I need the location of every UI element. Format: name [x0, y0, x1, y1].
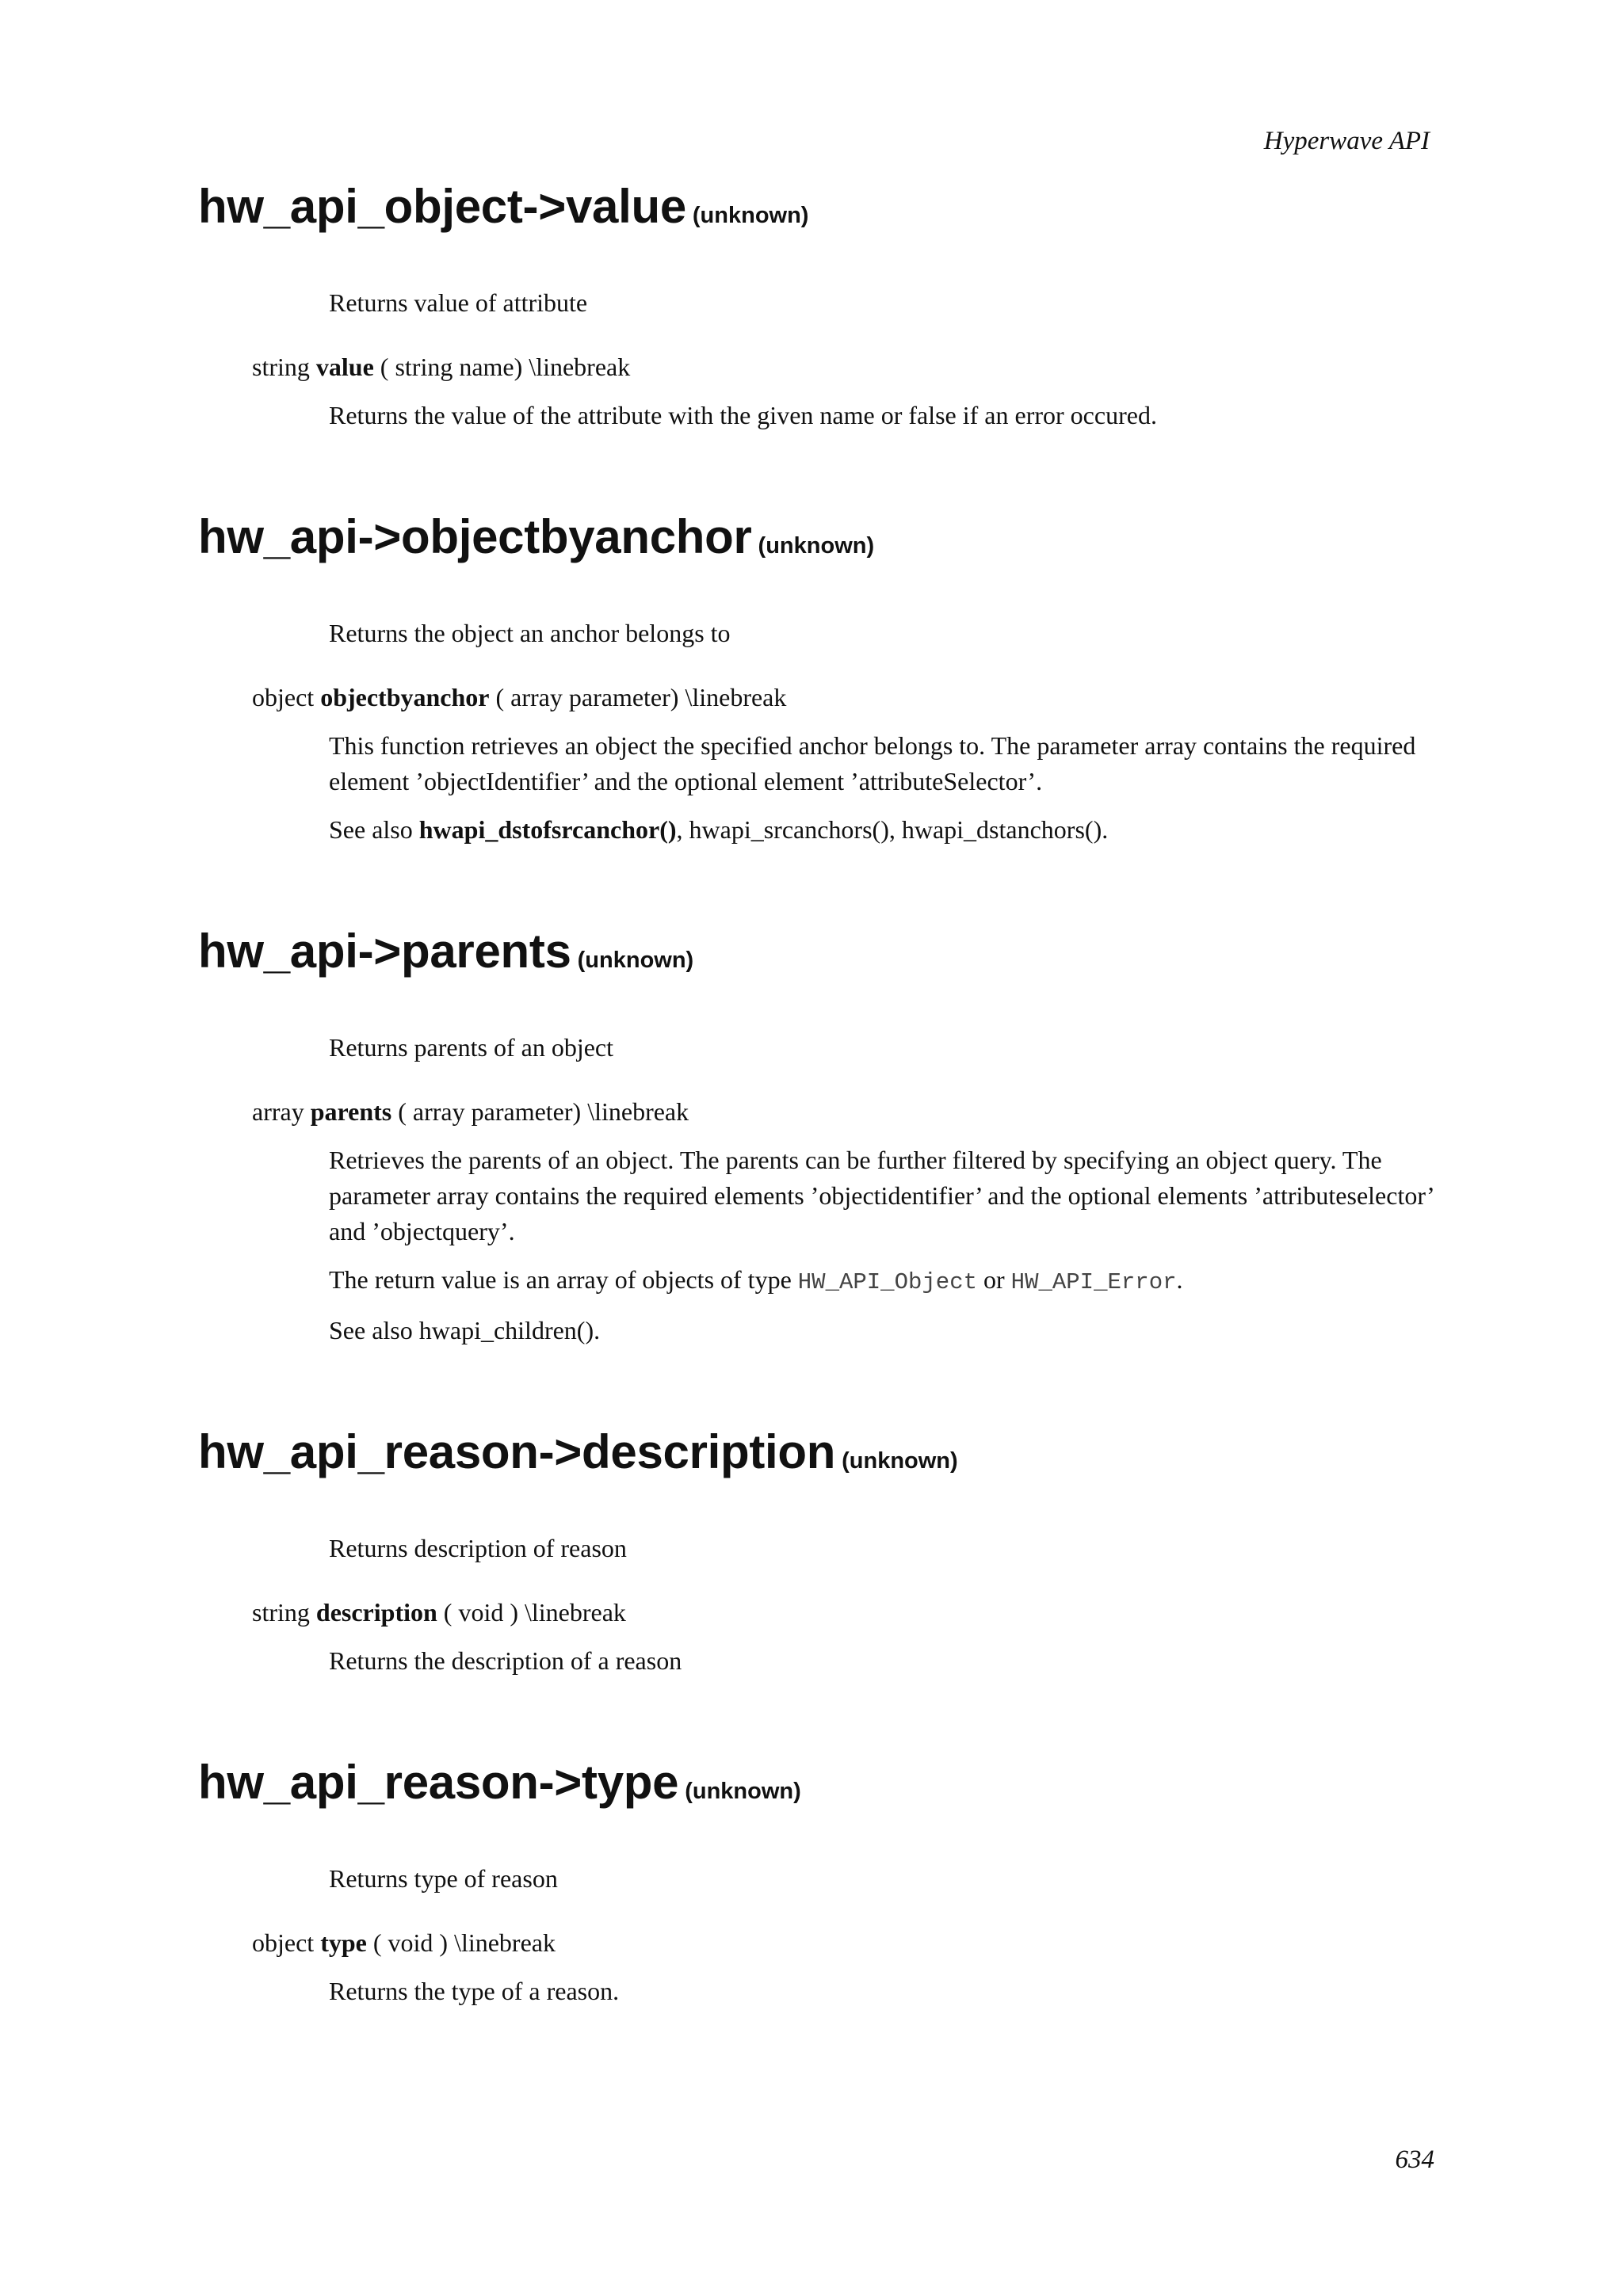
- function-purpose: Returns description of reason: [329, 1534, 627, 1562]
- function-version: (unknown): [685, 1779, 801, 1804]
- function-entry: [198, 1756, 1434, 2009]
- function-heading: [198, 925, 1434, 978]
- description-paragraph: Retrieves the parents of an object. The parents can be further filtered by specifying an object query. The parameter array contains the required elements ’objectidentifier’ and the optional elements ’attributeselector’ and ’objectquery’.: [329, 1146, 1434, 1245]
- function-name: hw_api_reason->type: [198, 1756, 679, 1809]
- signature-params: ( void ) \linebreak: [372, 1928, 556, 1957]
- function-name: hw_api->parents: [198, 925, 571, 978]
- function-entry: [198, 925, 1434, 1348]
- function-signature: [252, 1097, 1434, 1127]
- return-type: object: [252, 1928, 315, 1957]
- signature-function-name: description: [315, 1598, 437, 1627]
- signature-params: ( array parameter) \linebreak: [495, 683, 787, 711]
- function-signature: [252, 1928, 1434, 1958]
- type-code: HW_API_Error: [1010, 1269, 1177, 1295]
- signature-params: ( array parameter) \linebreak: [398, 1097, 689, 1126]
- return-type: object: [252, 683, 315, 711]
- signature-function-name: objectbyanchor: [320, 683, 490, 711]
- description-paragraph: Returns the type of a reason.: [329, 1977, 620, 2005]
- function-signature: [252, 353, 1434, 382]
- signature-function-name: parents: [310, 1097, 392, 1126]
- signature-function-name: value: [315, 353, 374, 381]
- return-type: string: [252, 353, 310, 381]
- page-number: 634: [1395, 2145, 1434, 2174]
- function-entry: [198, 1426, 1434, 1679]
- function-heading: [198, 1426, 1434, 1478]
- return-type: array: [252, 1097, 304, 1126]
- function-heading: [198, 181, 1434, 233]
- function-signature: [252, 683, 1434, 712]
- function-description: [329, 1142, 1434, 1348]
- function-name: hw_api->objectbyanchor: [198, 510, 752, 563]
- function-version: (unknown): [842, 1448, 958, 1474]
- function-description: [329, 728, 1434, 848]
- function-purpose: Returns parents of an object: [329, 1033, 613, 1062]
- description-paragraph: Returns the value of the attribute with the given name or false if an error occured.: [329, 401, 1157, 429]
- see-also: See also hwapi_children().: [329, 1316, 601, 1344]
- see-also-rest: , hwapi_srcanchors(), hwapi_dstanchors().: [676, 815, 1109, 844]
- function-description: [329, 1974, 1434, 2009]
- see-also-link[interactable]: hwapi_dstofsrcanchor(): [418, 815, 677, 844]
- type-code: HW_API_Object: [797, 1269, 978, 1295]
- description-paragraph: This function retrieves an object the specified anchor belongs to. The parameter array contains the required element ’objectIdentifier’ and the optional element ’attributeSelector’.: [329, 731, 1416, 795]
- return-type: string: [252, 1598, 310, 1627]
- function-description: [329, 1643, 1434, 1679]
- function-name: hw_api_reason->description: [198, 1425, 836, 1478]
- function-version: (unknown): [577, 948, 694, 973]
- function-purpose: Returns value of attribute: [329, 288, 588, 317]
- function-version: (unknown): [692, 203, 809, 228]
- function-heading: [198, 1756, 1434, 1809]
- signature-params: ( void ) \linebreak: [443, 1598, 626, 1627]
- signature-params: ( string name) \linebreak: [380, 353, 631, 381]
- function-description: [329, 398, 1434, 433]
- description-paragraph: Returns the description of a reason: [329, 1646, 682, 1675]
- function-entry: [198, 511, 1434, 848]
- see-also: [329, 812, 1434, 848]
- see-also-prefix: See also: [329, 815, 413, 844]
- function-signature: [252, 1598, 1434, 1627]
- return-value-paragraph: [329, 1262, 1434, 1300]
- function-name: hw_api_object->value: [198, 180, 686, 233]
- return-value-text: The return value is an array of objects of type: [329, 1265, 792, 1294]
- or-text: or: [983, 1265, 1005, 1294]
- function-version: (unknown): [758, 533, 875, 559]
- period: .: [1176, 1265, 1183, 1294]
- function-entry: [198, 181, 1434, 433]
- page-content: [198, 181, 1434, 2087]
- function-purpose: Returns type of reason: [329, 1864, 558, 1893]
- signature-function-name: type: [320, 1928, 367, 1957]
- function-heading: [198, 511, 1434, 563]
- running-header: Hyperwave API: [1263, 127, 1430, 155]
- function-purpose: Returns the object an anchor belongs to: [329, 619, 731, 647]
